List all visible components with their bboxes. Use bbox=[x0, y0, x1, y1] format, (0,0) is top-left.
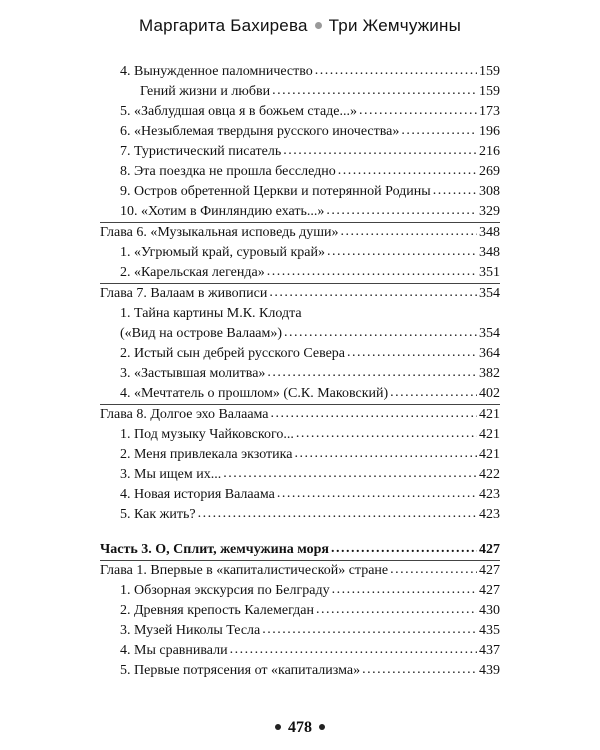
toc-entry-page: 437 bbox=[479, 643, 500, 658]
dot-leader bbox=[277, 484, 477, 504]
toc-entry-title: 4. Вынужденное паломничество bbox=[120, 64, 313, 79]
dot-leader bbox=[315, 61, 477, 81]
dot-leader bbox=[269, 283, 477, 303]
toc-entry[interactable] bbox=[100, 581, 500, 601]
toc-entry-page: 173 bbox=[479, 104, 500, 119]
toc-entry-page: 159 bbox=[479, 84, 500, 99]
toc-entry[interactable] bbox=[100, 445, 500, 465]
dot-leader bbox=[198, 504, 477, 524]
toc-entry[interactable] bbox=[100, 162, 500, 182]
dot-leader bbox=[401, 121, 477, 141]
toc-entry-title: 8. Эта поездка не прошла бесследно bbox=[120, 164, 336, 179]
dot-leader bbox=[326, 201, 477, 221]
toc-entry-page: 421 bbox=[479, 427, 500, 442]
toc-entry-title: 5. «Заблудшая овца я в божьем стаде...» bbox=[120, 104, 357, 119]
toc-entry-page: 348 bbox=[479, 225, 500, 240]
dot-leader bbox=[283, 141, 477, 161]
dot-leader bbox=[316, 600, 477, 620]
toc-entry-title: 10. «Хотим в Финляндию ехать...» bbox=[120, 204, 325, 219]
toc-entry[interactable] bbox=[100, 283, 500, 304]
toc-entry-title: Глава 6. «Музыкальная исповедь души» bbox=[100, 225, 339, 240]
toc-entry-title: 7. Туристический писатель bbox=[120, 144, 282, 159]
toc-entry[interactable] bbox=[100, 202, 500, 222]
toc-entry[interactable] bbox=[100, 384, 500, 404]
toc-entry-title: 2. Истый сын дебрей русского Севера bbox=[120, 346, 346, 361]
dot-leader bbox=[359, 101, 477, 121]
toc-entry[interactable] bbox=[100, 263, 500, 283]
toc-entry-page: 423 bbox=[479, 487, 500, 502]
dot-leader bbox=[341, 222, 477, 242]
toc-entry-title: 1. Обзорная экскурсия по Белграду bbox=[120, 583, 330, 598]
header-book-title: Три Жемчужины bbox=[328, 16, 462, 35]
toc-entry[interactable] bbox=[100, 364, 500, 384]
toc-entry-title: Глава 7. Валаам в живописи bbox=[100, 286, 268, 301]
toc-entry-title: 1. «Угрюмый край, суровый край» bbox=[120, 245, 326, 260]
toc-entry-title: Глава 1. Впервые в «капиталистической» стране bbox=[100, 563, 389, 578]
dot-leader bbox=[296, 424, 477, 444]
toc-entry[interactable] bbox=[100, 505, 500, 525]
toc-entry-title: Часть 3. О, Сплит, жемчужина моря bbox=[100, 542, 330, 557]
toc-entry-title: 4. «Мечтатель о прошлом» (С.К. Маковский) bbox=[120, 386, 389, 401]
toc-entry[interactable] bbox=[100, 142, 500, 162]
toc-entry-title: 9. Остров обретенной Церкви и потерянной Родины bbox=[120, 184, 431, 199]
toc-entry[interactable] bbox=[100, 425, 500, 445]
toc-entry[interactable] bbox=[100, 661, 500, 681]
page-number: 478 bbox=[288, 719, 312, 736]
toc-entry-title: 1. Тайна картины М.К. Клодта bbox=[120, 306, 302, 321]
toc-entry-page: 159 bbox=[479, 64, 500, 79]
dot-leader bbox=[267, 363, 477, 383]
toc-entry-page: 435 bbox=[479, 623, 500, 638]
toc-entry-title: 4. Новая история Валаама bbox=[120, 487, 275, 502]
toc-entry[interactable] bbox=[100, 601, 500, 621]
toc-entry-title: («Вид на острове Валаам») bbox=[120, 326, 283, 341]
dot-leader bbox=[267, 262, 477, 282]
toc-entry-title: Глава 8. Долгое эхо Валаама bbox=[100, 407, 269, 422]
toc-entry-page: 421 bbox=[479, 407, 500, 422]
header-separator-dot bbox=[315, 22, 322, 29]
toc-entry-page: 427 bbox=[479, 542, 500, 557]
toc-entry-title: 3. Музей Николы Тесла bbox=[120, 623, 261, 638]
section-gap bbox=[100, 525, 500, 540]
dot-leader bbox=[332, 580, 477, 600]
toc-entry-title: Гений жизни и любви bbox=[140, 84, 271, 99]
toc-entry-page: 329 bbox=[479, 204, 500, 219]
dot-leader bbox=[347, 343, 477, 363]
toc-entry-page: 216 bbox=[479, 144, 500, 159]
running-header bbox=[0, 16, 600, 36]
toc-entry[interactable] bbox=[100, 182, 500, 202]
toc-entry[interactable] bbox=[100, 62, 500, 82]
toc-entry[interactable] bbox=[100, 540, 500, 560]
toc-entry[interactable] bbox=[100, 621, 500, 641]
toc-entry[interactable] bbox=[100, 304, 500, 324]
toc-entry-page: 354 bbox=[479, 326, 500, 341]
dot-leader bbox=[433, 181, 477, 201]
toc-entry-page: 422 bbox=[479, 467, 500, 482]
table-of-contents bbox=[100, 62, 500, 681]
toc-entry-title: 2. Меня привлекала экзотика bbox=[120, 447, 293, 462]
toc-entry[interactable] bbox=[100, 404, 500, 425]
toc-entry[interactable] bbox=[100, 344, 500, 364]
toc-entry[interactable] bbox=[100, 641, 500, 661]
toc-entry-page: 382 bbox=[479, 366, 500, 381]
toc-entry[interactable] bbox=[100, 102, 500, 122]
toc-entry-page: 423 bbox=[479, 507, 500, 522]
toc-entry[interactable] bbox=[100, 324, 500, 344]
toc-entry-title: 5. Как жить? bbox=[120, 507, 196, 522]
dot-leader bbox=[284, 323, 477, 343]
dot-leader bbox=[272, 81, 477, 101]
toc-entry-page: 308 bbox=[479, 184, 500, 199]
footer-right-dot bbox=[319, 724, 325, 730]
header-author: Маргарита Бахирева bbox=[138, 16, 308, 35]
dot-leader bbox=[223, 464, 477, 484]
toc-entry-page: 196 bbox=[479, 124, 500, 139]
dot-leader bbox=[390, 560, 477, 580]
toc-entry-title: 6. «Незыблемая твердыня русского иночества» bbox=[120, 124, 400, 139]
toc-entry-page: 427 bbox=[479, 563, 500, 578]
toc-entry-page: 421 bbox=[479, 447, 500, 462]
toc-entry-page: 430 bbox=[479, 603, 500, 618]
toc-entry-title: 4. Мы сравнивали bbox=[120, 643, 228, 658]
toc-entry-page: 364 bbox=[479, 346, 500, 361]
toc-entry-page: 427 bbox=[479, 583, 500, 598]
toc-entry-title: 3. Мы ищем их... bbox=[120, 467, 222, 482]
toc-entry-title: 2. «Карельская легенда» bbox=[120, 265, 265, 280]
toc-entry[interactable] bbox=[100, 465, 500, 485]
toc-entry-page: 348 bbox=[479, 245, 500, 260]
toc-entry[interactable] bbox=[100, 243, 500, 263]
dot-leader bbox=[271, 404, 477, 424]
dot-leader bbox=[390, 383, 477, 403]
toc-entry[interactable] bbox=[100, 560, 500, 581]
dot-leader bbox=[327, 242, 477, 262]
dot-leader bbox=[230, 640, 477, 660]
toc-entry-title: 2. Древняя крепость Калемегдан bbox=[120, 603, 314, 618]
dot-leader bbox=[338, 161, 477, 181]
toc-entry-page: 351 bbox=[479, 265, 500, 280]
toc-entry-title: 1. Под музыку Чайковского... bbox=[120, 427, 294, 442]
toc-entry-title: 3. «Застывшая молитва» bbox=[120, 366, 266, 381]
toc-entry[interactable] bbox=[100, 82, 500, 102]
toc-entry[interactable] bbox=[100, 222, 500, 243]
dot-leader bbox=[262, 620, 477, 640]
toc-entry-page: 354 bbox=[479, 286, 500, 301]
toc-entry-page: 269 bbox=[479, 164, 500, 179]
toc-entry-page: 402 bbox=[479, 386, 500, 401]
dot-leader bbox=[362, 660, 477, 680]
toc-entry[interactable] bbox=[100, 485, 500, 505]
toc-entry-title: 5. Первые потрясения от «капитализма» bbox=[120, 663, 361, 678]
dot-leader bbox=[294, 444, 477, 464]
toc-entry[interactable] bbox=[100, 122, 500, 142]
footer-left-dot bbox=[275, 724, 281, 730]
page-footer bbox=[0, 719, 600, 737]
dot-leader bbox=[331, 539, 477, 559]
toc-entry-page: 439 bbox=[479, 663, 500, 678]
